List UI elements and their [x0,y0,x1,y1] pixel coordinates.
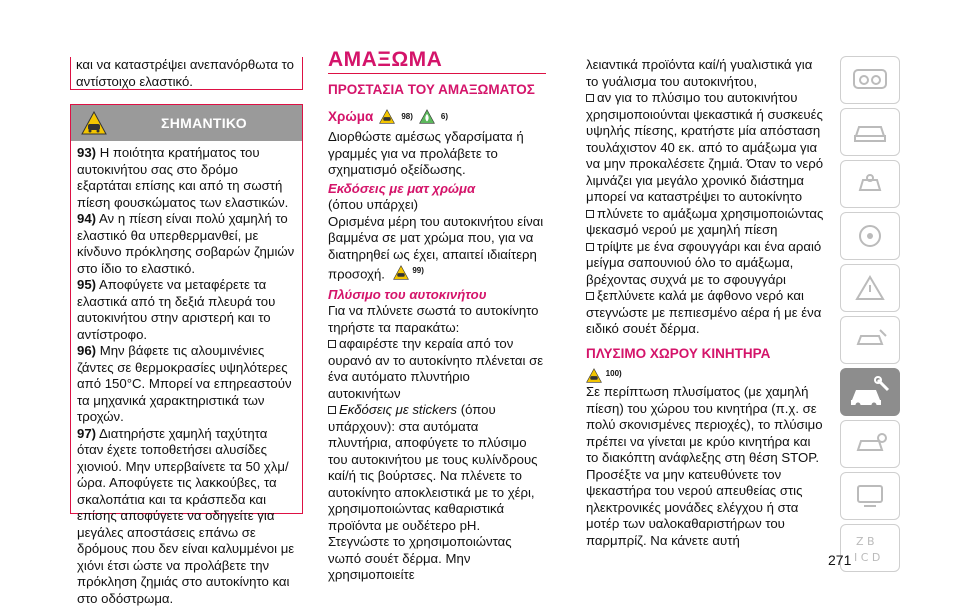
paint-text: Διορθώστε αμέσως γδαρσίματα ή γραμμές για να προλάβετε το σχηματισμό οξείδωσης. [328,129,544,179]
matte-text-block [328,214,544,283]
column-2 [328,82,544,584]
tab-multimedia[interactable] [840,472,900,520]
note-95 [77,277,296,343]
car-dashboard-icon [850,66,890,94]
wash-intro: Για να πλύνετε σωστά το αυτοκίνητο τηρήστε τα παρακάτω: [328,303,544,336]
engine-ref-line [586,366,826,384]
ref-98: 98) [401,109,413,126]
bullet-italic-text: Εκδόσεις με stickers [339,402,457,417]
ref-6: 6) [441,109,448,126]
car-info-icon [850,118,890,146]
engine-heading: ΠΛΥΣΙΜΟ ΧΩΡΟΥ ΚΙΝΗΤΗΡΑ [586,346,826,363]
warning-triangle-icon [850,274,890,302]
technical-data-icon [850,430,890,458]
warning-icon [379,109,395,124]
note-number: 97) [77,426,96,441]
subsection-title: ΠΡΟΣΤΑΣΙΑ ΤΟΥ ΑΜΑΞΩΜΑΤΟΣ [328,82,544,99]
ref-100: 100) [606,369,622,378]
wash-bullet-1 [328,336,544,402]
bullet-square-icon [328,406,336,414]
warning-body [71,141,302,607]
tab-car-info[interactable] [840,108,900,156]
svg-text:I C D: I C D [854,551,880,564]
note-97 [77,426,296,607]
note-96 [77,343,296,426]
tab-maintenance[interactable] [840,368,900,416]
ref-99: 99) [412,266,424,275]
wash-bullet-3 [586,90,826,206]
bullet-text: τρίψτε με ένα σφουγγάρι και ένα αραιό μείγμα σαπουνιού όλο το αμάξωμα, βρέχοντας συχνά με το σφουγγάρι [586,239,821,287]
warning-icon [81,111,107,135]
bullet-text: πλύνετε το αμάξωμα χρησιμοποιώντας ψεκασμό νερού με χαμηλή πίεση [586,206,823,238]
bullet-text: αν για το πλύσιμο του αυτοκινήτου χρησιμοποιούνται ψεκαστικά ή συσκευές υψηλής πίεσης, κρατήστε μία απόσταση τουλάχιστον 40 εκ. από το αμάξωμα για να μην προκαλέσετε ζημιά. Όταν το νερό λιμνάζει για μεγάλο χρονικό διάστημα μπορεί να καταστρέψει το αυτοκίνητο [586,90,823,204]
bullet-square-icon [586,210,594,218]
environment-icon [419,109,435,124]
note-number: 95) [77,277,96,292]
matte-text: Ορισμένα μέρη του αυτοκινήτου είναι βαμμένα σε ματ χρώμα που, για να διατηρηθεί ως έχει, απαιτεί ιδιαίτερη προσοχή. [328,214,543,282]
note-94 [77,211,296,277]
intro-text: και να καταστρέψει ανεπανόρθωτα το αντίστοιχο ελαστικό. [70,57,304,90]
note-text: Αν η πίεση είναι πολύ χαμηλή το ελαστικό θα υπερθερμανθεί, με κίνδυνο πρόκλησης σοβαρών ζημιών στο ίδιο το ελαστικό. [77,211,294,276]
bullet-square-icon [328,340,336,348]
bullet-text: (όπου υπάρχουν): στα αυτόματα πλυντήρια, αποφύγετε το πλύσιμο του αυτοκινήτου με τους κυλίνδρους καί/ή τις βούρτσες. Να πλένετε το αυτοκίνητο αποκλειστικά με το χέρι, χρησιμοποιώντας καθαριστικά προϊόντα με ουδέτερο pH. Στεγνώστε το χρησιμοποιώντας νωπό σουέτ δέρμα. Μην χρησιμοποιείτε [328,402,538,582]
steering-wheel-icon [850,222,890,250]
emergency-icon [850,326,890,354]
continue-text: λειαντικά προϊόντα καί/ή γυαλιστικά για το γυάλισμα του αυτοκινήτου, [586,57,826,90]
bullet-square-icon [586,94,594,102]
column-1 [70,57,304,90]
bullet-square-icon [586,243,594,251]
page-number: 271 [828,552,851,569]
note-number: 96) [77,343,96,358]
warning-icon [586,368,602,383]
tab-technical-data[interactable] [840,420,900,468]
wash-heading: Πλύσιμο του αυτοκινήτου [328,287,544,304]
matte-paren: (όπου υπάρχει) [328,197,544,214]
wash-bullet-6 [586,288,826,338]
car-maintenance-icon [848,374,892,410]
note-number: 94) [77,211,96,226]
tab-emergency[interactable] [840,316,900,364]
wash-bullet-5 [586,239,826,289]
warning-title: ΣΗΜΑΝΤΙΚΟ [161,115,247,132]
tab-driving[interactable] [840,212,900,260]
note-text: Η ποιότητα κρατήματος του αυτοκινήτου σας στο δρόμο εξαρτάται επίσης και από τη σωστή πίεση φουσκώματος των ελαστικών. [77,145,288,210]
svg-text:Z B: Z B [856,535,875,548]
section-title: ΑΜΑΞΩΜΑ [328,52,442,69]
bullet-text: ξεπλύνετε καλά με άφθονο νερό και στεγνώστε με πεπιεσμένο αέρα ή με ένα ειδικό σουέτ δέρμα. [586,288,821,336]
tab-warnings[interactable] [840,264,900,312]
note-text: Διατηρήστε χαμηλή ταχύτητα όταν έχετε τοποθετήσει αλυσίδες χιονιού. Μην υπερβαίνετε τα 50 χλμ/ώρα. Αποφύγετε τις λακκούβες, τα σκαλοπάτια και τα κράσπεδα και επίσης αποφύγετε να οδηγείτε για μεγάλες αποστάσεις επάνω σε δρόμους που δεν είναι καλυμμένοι με χιόνι έτσι ώστε να προλάβετε την πρόκληση ζημιάς στο αυτοκίνητο και στο οδόστρωμα. [77,426,294,606]
warning-box [70,104,303,514]
note-text: Μην βάφετε τις αλουμινένιες ζάντες σε θερμοκρασίες υψηλότερες από 150°C. Μπορεί να επηρεαστούν τα μηχανικά χαρακτηριστικά των τροχών. [77,343,292,424]
tab-safety[interactable] [840,160,900,208]
car-safety-icon [850,170,890,198]
matte-heading: Εκδόσεις με ματ χρώμα [328,181,544,198]
multimedia-icon [850,482,890,510]
paint-heading-text: Χρώμα [328,109,373,126]
warning-header [71,105,302,141]
warning-icon [393,265,409,280]
wash-bullet-4 [586,206,826,239]
wash-bullet-2 [328,402,544,584]
note-text: Αποφύγετε να μεταφέρετε τα ελαστικά από τη δεξιά πλευρά του αυτοκινήτου στην αριστερή και το αντίστροφο. [77,277,275,342]
engine-text: Σε περίπτωση πλυσίματος (με χαμηλή πίεση) του χώρου του κινητήρα (π.χ. σε πολύ σκονισμένες περιοχές), το πλύσιμο πρέπει να γίνεται με κρύο κινητήρα και το διακόπτη ανάφλεξης στη θέση STOP. Προσέξτε να μην κατευθύνετε τον ψεκαστήρα του νερού απευθείας στις ηλεκτρονικές μονάδες ελέγχου ή στα μοτέρ των υαλοκαθαριστήρων του παρμπρίζ. Να κάνετε αυτή [586,384,826,549]
paint-heading [328,109,544,126]
section-rule [328,73,546,74]
tab-dashboard[interactable] [840,56,900,104]
index-icon [850,531,890,565]
note-number: 93) [77,145,96,160]
note-93 [77,145,296,211]
bullet-text: αφαιρέστε την κεραία από τον ουρανό αν το αυτοκίνητο πλένεται σε ένα αυτόματο πλυντήριο αυτοκινήτων [328,336,543,401]
bullet-square-icon [586,292,594,300]
column-3 [586,57,826,549]
